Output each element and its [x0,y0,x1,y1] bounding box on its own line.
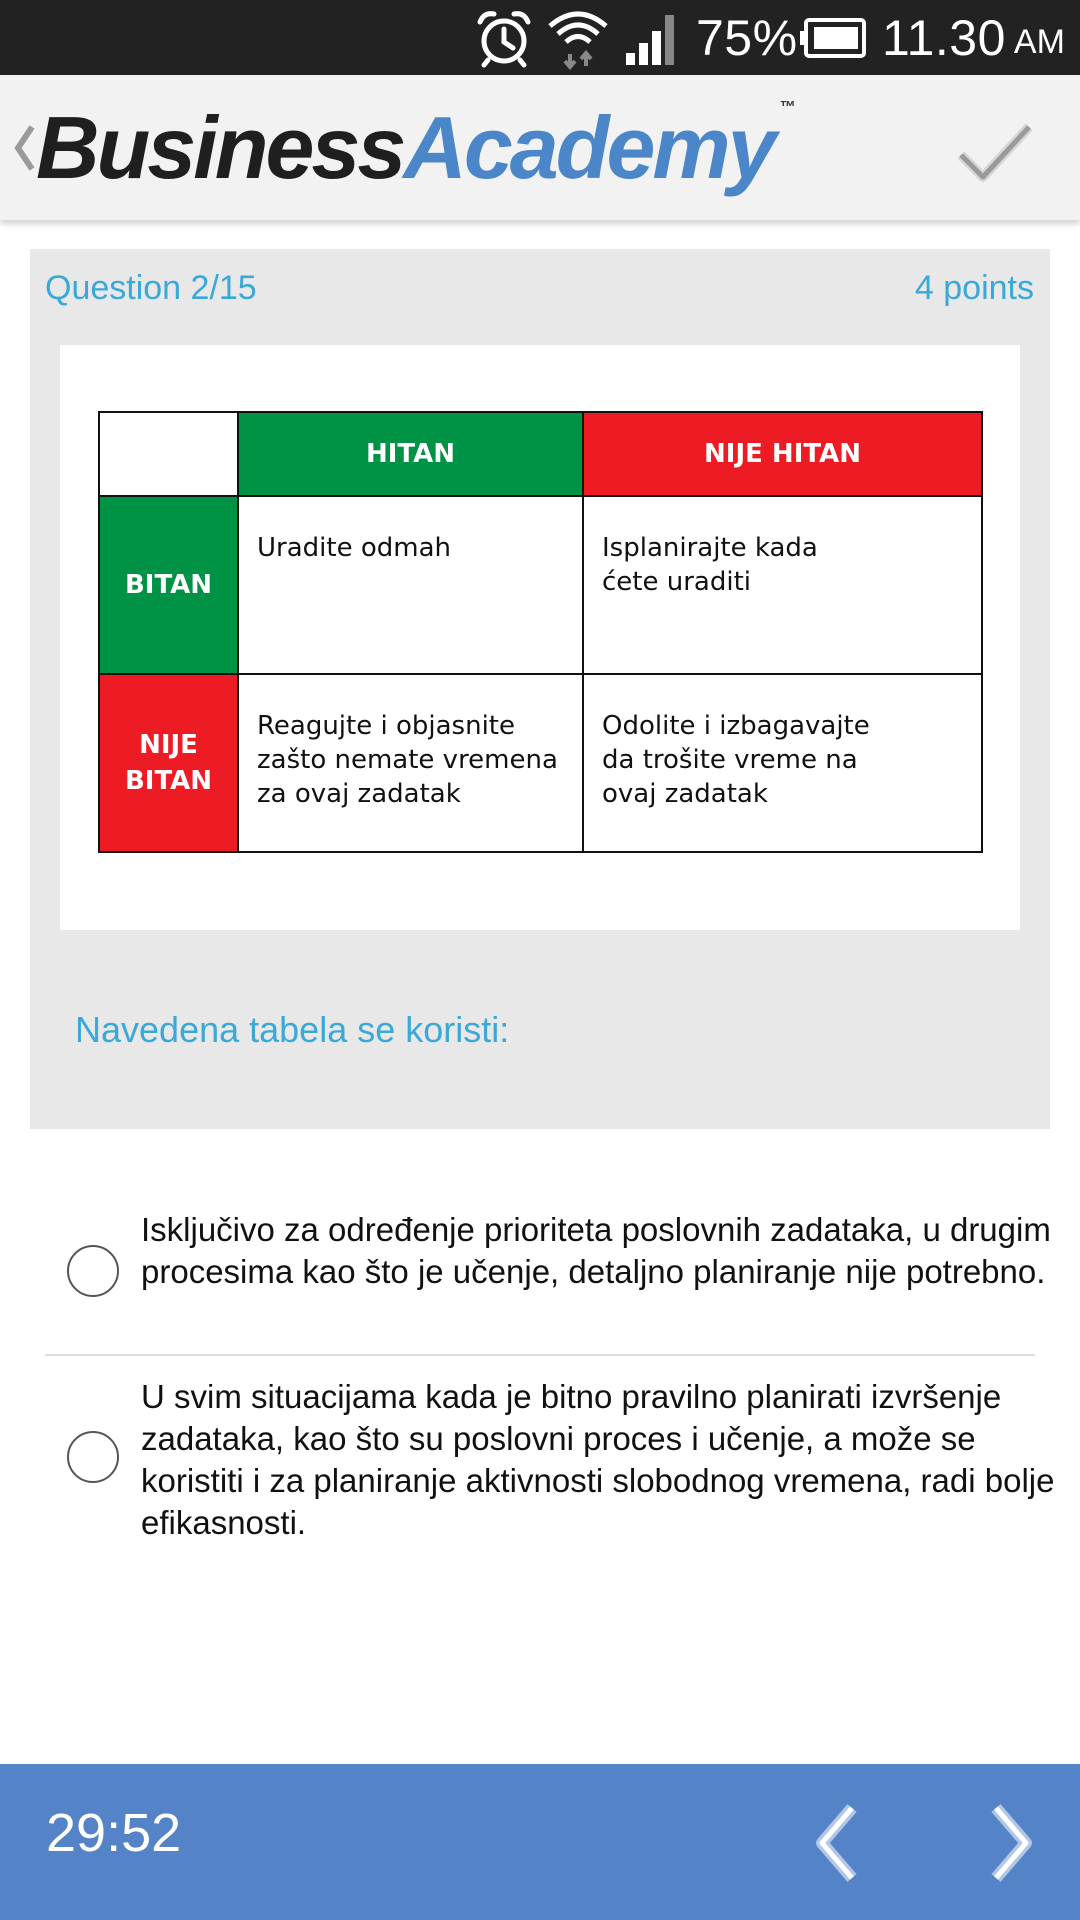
matrix-cell [583,496,982,674]
matrix-row-important [99,496,982,674]
business-academy-logo[interactable] [36,93,796,203]
app-bar [0,75,1080,220]
priority-matrix [98,411,983,853]
matrix-cell [238,496,583,674]
matrix-row-header-text: NIJE BITAN [124,730,213,796]
answer-divider [45,1354,1035,1356]
matrix-row-header-text: BITAN [124,570,213,600]
matrix-cell-text: Odolite i izbagavajte da trošite vreme na ovaj zadatak [602,711,870,809]
logo-trademark: ™ [779,99,796,116]
answer-option[interactable] [45,1370,1055,1550]
question-points: 4 points [914,269,1034,307]
matrix-cell [583,674,982,852]
question-text: Navedena tabela se koristi: [75,1009,510,1050]
bottom-bar [0,1764,1080,1920]
clock-time: 11.30 [882,9,1006,66]
answer-radio[interactable] [67,1245,119,1297]
logo-business: Business [36,98,404,197]
matrix-cell-text: Isplanirajte kada ćete uraditi [602,533,818,597]
checkmark-icon[interactable] [955,117,1035,187]
matrix-cell [238,674,583,852]
matrix-cell-text: Uradite odmah [257,533,451,563]
question-counter: Question 2/15 [45,269,257,307]
battery-percent: 75% [696,9,798,66]
matrix-corner-cell [99,412,238,496]
matrix-col-header-not-urgent: NIJE HITAN [583,412,982,496]
back-chevron-icon[interactable] [10,121,38,175]
answer-option[interactable] [45,1205,1051,1345]
answer-text[interactable]: U svim situacijama kada je bitno pravilno planirati izvršenje zadataka, kao što su poslovni proces i učenje, a može se koristiti i za planiranje aktivnosti slobodnog vremena, radi bolje efikasnosti. [141,1378,1055,1541]
logo-academy: Academy [403,98,774,197]
question-image [60,345,1020,930]
answer-text[interactable]: Isključivo za određenje prioriteta poslovnih zadataka, u drugim procesima kao što je učenje, detaljno planiranje nije potrebno. [141,1211,1051,1290]
clock-ampm: AM [1013,23,1065,61]
previous-arrow-icon[interactable] [800,1798,880,1888]
status-bar [0,0,1080,75]
clock [882,0,1065,75]
alarm-icon [474,0,534,75]
battery-icon [800,0,866,75]
matrix-header-row [99,412,982,496]
matrix-row-not-important [99,674,982,852]
next-arrow-icon[interactable] [968,1798,1048,1888]
answer-radio[interactable] [67,1431,119,1483]
matrix-row-header-important [99,496,238,674]
matrix-col-header-urgent: HITAN [238,412,583,496]
signal-icon [624,0,682,75]
countdown-timer: 29:52 [46,1803,182,1863]
wifi-icon [546,0,610,75]
matrix-row-header-not-important [99,674,238,852]
question-panel [30,249,1050,1129]
matrix-cell-text: Reagujte i objasnite zašto nemate vremena za ovaj zadatak [257,711,558,809]
